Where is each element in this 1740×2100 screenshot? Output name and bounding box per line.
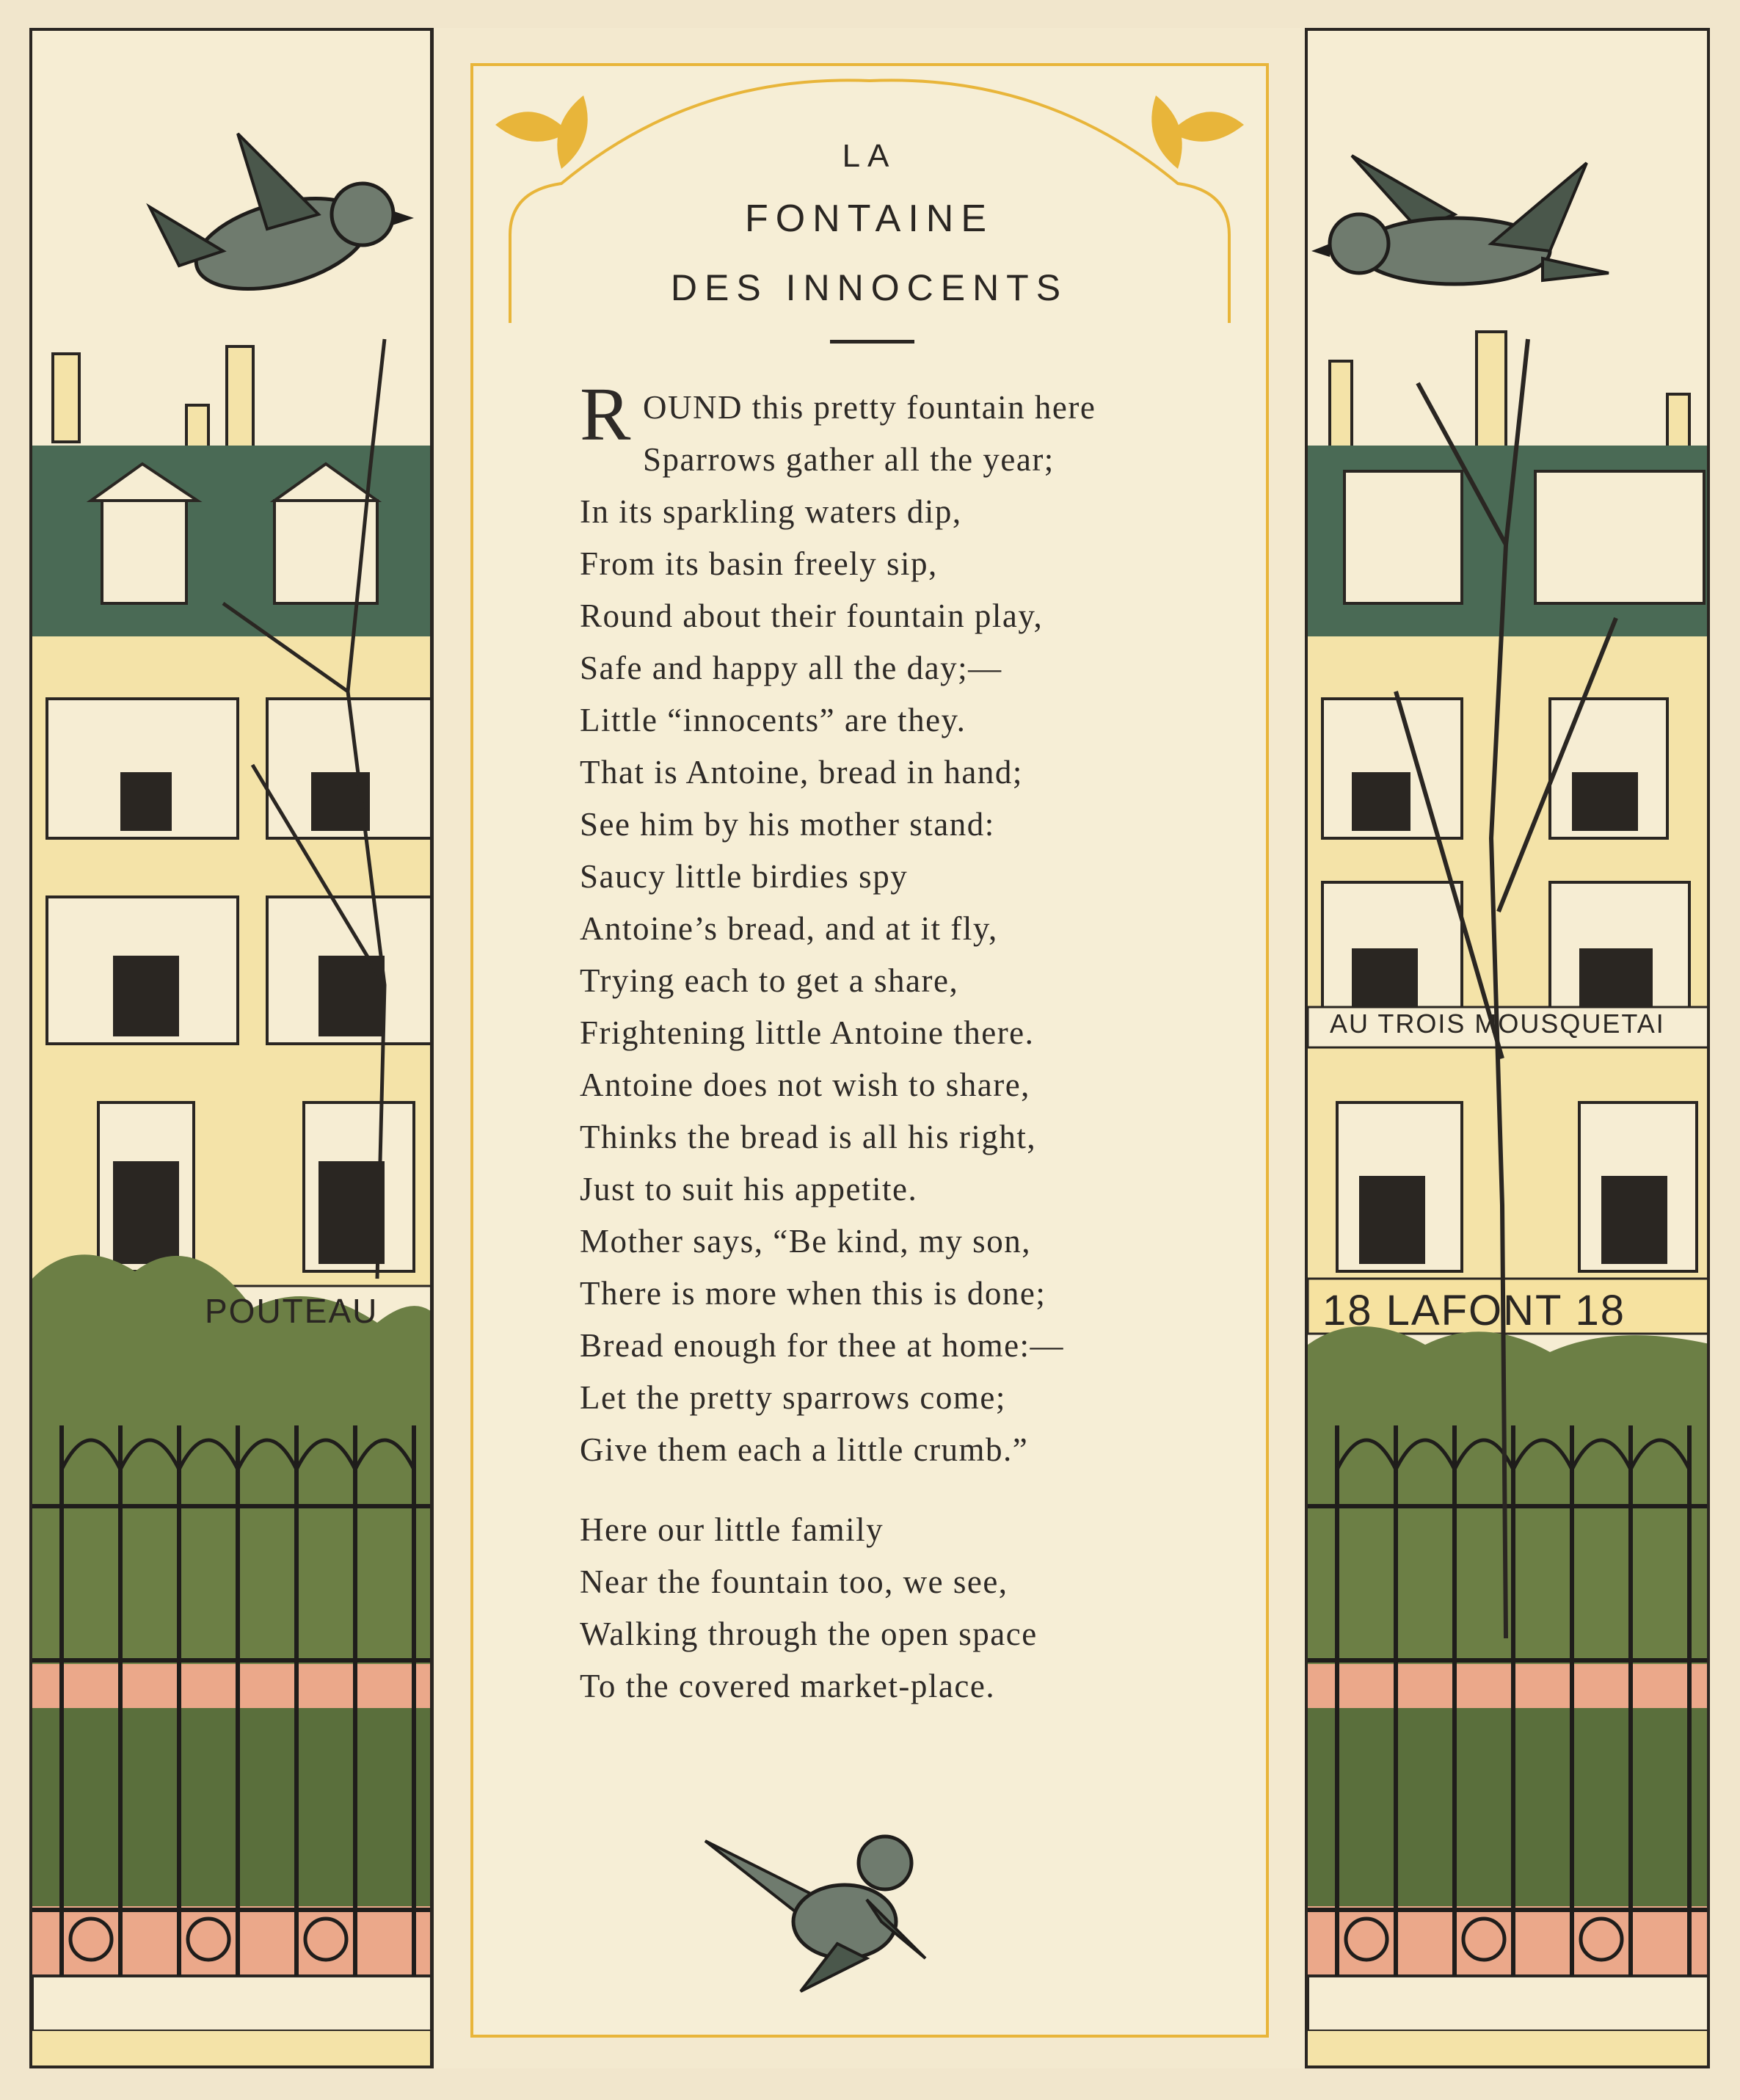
sparrow-icon [698, 1812, 947, 1995]
poem-line: Antoine’s bread, and at it fly, [580, 910, 998, 947]
poem-line: Sparrows gather all the year; [643, 441, 1055, 478]
poem-line: From its basin freely sip, [580, 545, 938, 582]
drop-cap: R [580, 372, 631, 457]
title-rule [830, 340, 914, 344]
poem-line: Here our little family [580, 1511, 884, 1548]
poem-line: Let the pretty sparrows come; [580, 1379, 1006, 1416]
poem-line: That is Antoine, bread in hand; [580, 754, 1023, 791]
poem-line: Saucy little birdies spy [580, 858, 909, 895]
shop-sign-right: 18 LAFONT 18 [1322, 1287, 1626, 1334]
poem-line: Mother says, “Be kind, my son, [580, 1223, 1031, 1260]
title-line-1: LA [842, 138, 897, 174]
right-street-scene [1305, 28, 1710, 2068]
poem-text [580, 382, 1240, 1712]
poem-line: Give them each a little crumb.” [580, 1431, 1029, 1468]
poem-line: Frightening little Antoine there. [580, 1014, 1035, 1051]
poem-line: OUND this pretty fountain here [643, 389, 1096, 426]
poem-line: Little “innocents” are they. [580, 702, 967, 738]
poem-line: To the covered market-place. [580, 1668, 996, 1704]
right-street-illustration [1308, 31, 1710, 2068]
poem-line: Round about their fountain play, [580, 597, 1044, 634]
sparrow-icon [135, 119, 414, 339]
shop-sign-left: POUTEAU [205, 1292, 379, 1330]
shop-sign-right-top: AU TROIS MOUSQUETAI [1330, 1009, 1665, 1039]
poem-line: In its sparkling waters dip, [580, 493, 962, 530]
title-line-3: DES INNOCENTS [670, 267, 1069, 308]
poem-line: Bread enough for thee at home:— [580, 1327, 1065, 1364]
poem-line: Trying each to get a share, [580, 962, 959, 999]
poem-line: See him by his mother stand: [580, 806, 995, 843]
left-street-scene [29, 28, 433, 2068]
poem-line: Just to suit his appetite. [580, 1171, 918, 1207]
poem-line: There is more when this is done; [580, 1275, 1046, 1312]
title-line-2: FONTAINE [744, 197, 994, 240]
sparrow-icon [1308, 141, 1616, 324]
poem-line: Walking through the open space [580, 1616, 1038, 1652]
poem-line: Near the fountain too, we see, [580, 1563, 1008, 1600]
poem-line: Antoine does not wish to share, [580, 1067, 1030, 1103]
poem-line: Safe and happy all the day;— [580, 650, 1002, 686]
poem-line: Thinks the bread is all his right, [580, 1119, 1037, 1155]
